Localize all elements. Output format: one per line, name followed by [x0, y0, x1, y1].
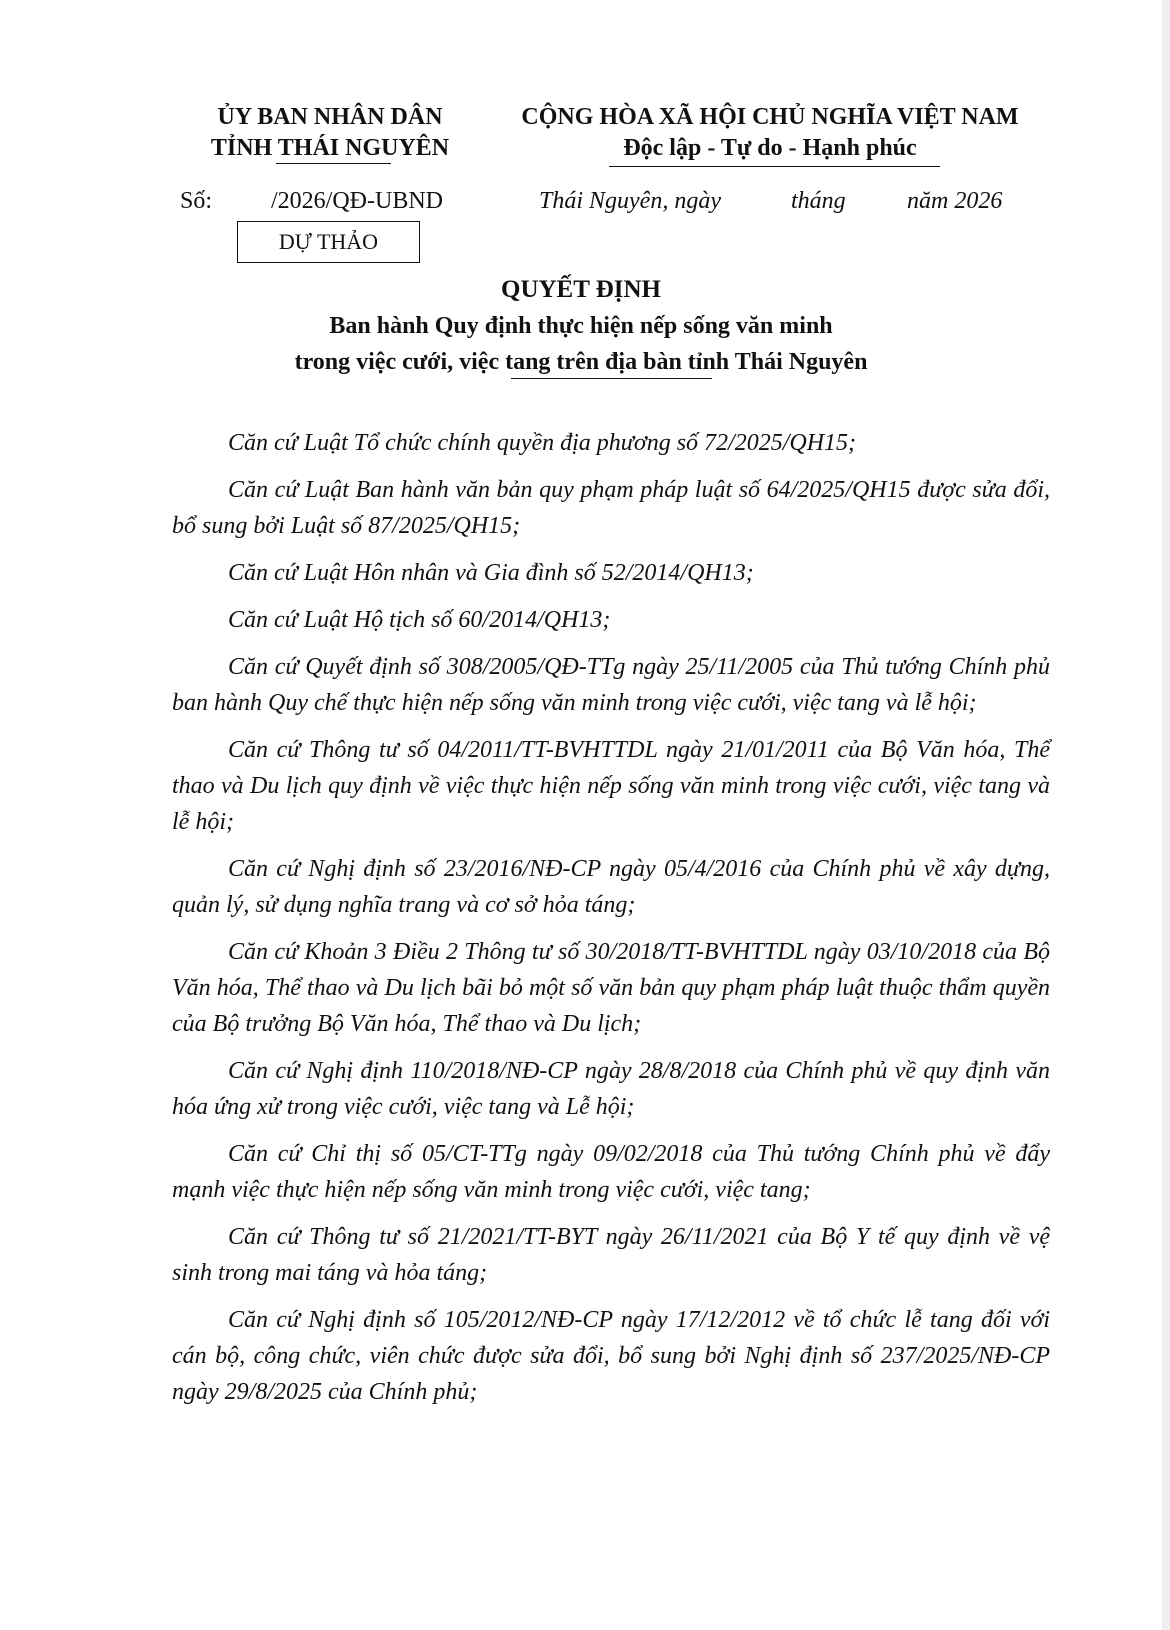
legal-basis: Căn cứ Khoản 3 Điều 2 Thông tư số 30/2018/TT-BVHTTDL ngày 03/10/2018 của Bộ Văn hóa, Thể thao và Du lịch bãi bỏ một số văn bản quy phạm pháp luật thuộc thẩm quyền của Bộ trưởng Bộ Văn hóa, Thể thao và Du lịch;	[172, 939, 1050, 1037]
legal-basis: Căn cứ Thông tư số 21/2021/TT-BYT ngày 26/11/2021 của Bộ Y tế quy định về vệ sinh trong mai táng và hỏa táng;	[172, 1224, 1050, 1286]
agency-line-1: ỦY BAN NHÂN DÂN	[217, 104, 443, 130]
subtitle-line-1: Ban hành Quy định thực hiện nếp sống văn minh	[329, 313, 833, 339]
document-number: /2026/QĐ-UBND	[271, 188, 443, 214]
agency-underline	[276, 163, 391, 164]
legal-bases	[172, 425, 1050, 1421]
legal-basis: Căn cứ Luật Tổ chức chính quyền địa phương số 72/2025/QH15;	[228, 430, 857, 456]
nation-line-1: CỘNG HÒA XÃ HỘI CHỦ NGHĨA VIỆT NAM	[521, 104, 1019, 130]
draft-stamp: DỰ THẢO	[237, 221, 420, 263]
legal-basis: Căn cứ Thông tư số 04/2011/TT-BVHTTDL ngày 21/01/2011 của Bộ Văn hóa, Thể thao và Du lịch quy định về việc thực hiện nếp sống văn minh trong việc cưới, việc tang và lễ hội;	[172, 737, 1050, 835]
document-subtitle	[0, 308, 1162, 380]
legal-basis: Căn cứ Chỉ thị số 05/CT-TTg ngày 09/02/2018 của Thủ tướng Chính phủ về đẩy mạnh việc thực hiện nếp sống văn minh trong việc cưới, việc tang;	[172, 1141, 1050, 1203]
subtitle-line-2: trong việc cưới, việc tang trên địa bàn tỉnh Thái Nguyên	[294, 349, 868, 375]
subtitle-underline	[511, 378, 712, 379]
motto-underline	[609, 166, 940, 167]
national-title	[500, 102, 1040, 164]
legal-basis: Căn cứ Luật Hôn nhân và Gia đình số 52/2014/QH13;	[228, 560, 754, 586]
legal-basis: Căn cứ Quyết định số 308/2005/QĐ-TTg ngày 25/11/2005 của Thủ tướng Chính phủ ban hành Quy chế thực hiện nếp sống văn minh trong việc cưới, việc tang và lễ hội;	[172, 654, 1050, 716]
nation-motto: Độc lập - Tự do - Hạnh phúc	[623, 135, 917, 161]
date-place: Thái Nguyên, ngày	[539, 188, 721, 214]
legal-basis: Căn cứ Nghị định số 105/2012/NĐ-CP ngày 17/12/2012 về tổ chức lễ tang đối với cán bộ, công chức, viên chức được sửa đổi, bổ sung bởi Nghị định số 237/2025/NĐ-CP ngày 29/8/2025 của Chính phủ;	[172, 1307, 1050, 1405]
legal-basis: Căn cứ Luật Ban hành văn bản quy phạm pháp luật số 64/2025/QH15 được sửa đổi, bổ sung bởi Luật số 87/2025/QH15;	[172, 477, 1050, 539]
legal-basis: Căn cứ Nghị định 110/2018/NĐ-CP ngày 28/8/2018 của Chính phủ về quy định văn hóa ứng xử trong việc cưới, việc tang và Lễ hội;	[172, 1058, 1050, 1120]
agency-line-2: TỈNH THÁI NGUYÊN	[210, 135, 450, 161]
legal-basis: Căn cứ Nghị định số 23/2016/NĐ-CP ngày 05/4/2016 của Chính phủ về xây dựng, quản lý, sử dụng nghĩa trang và cơ sở hỏa táng;	[172, 856, 1050, 918]
issuing-agency	[190, 102, 470, 164]
legal-basis: Căn cứ Luật Hộ tịch số 60/2014/QH13;	[228, 607, 611, 633]
date-month: tháng	[791, 188, 846, 214]
document-number-label: Số:	[180, 188, 213, 214]
document-title: QUYẾT ĐỊNH	[501, 276, 661, 303]
date-year: năm 2026	[907, 188, 1003, 214]
